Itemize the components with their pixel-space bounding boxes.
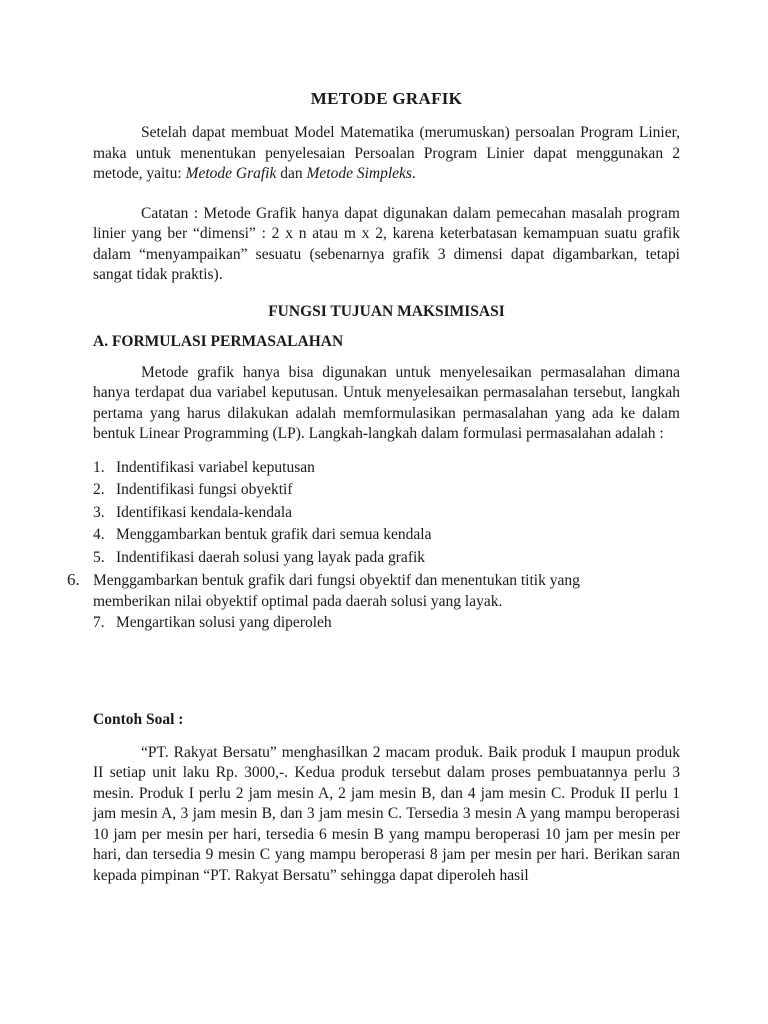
- list-item: [93, 502, 680, 525]
- intro-connector: dan: [276, 165, 307, 182]
- list-item-text: Indentifikasi daerah solusi yang layak pada grafik: [116, 548, 426, 566]
- list-item: [93, 457, 680, 480]
- list-item: [93, 547, 680, 570]
- list-item-number: 4.: [93, 526, 105, 543]
- list-item-continuation: memberikan nilai obyektif optimal pada daerah solusi yang layak.: [93, 593, 503, 610]
- list-item: [93, 479, 680, 502]
- section-a-paragraph: Metode grafik hanya bisa digunakan untuk menyelesaikan permasalahan dimana hanya terdapat dua variabel keputusan. Untuk menyelesaikan permasalahan tersebut, langkah pertama yang harus dilakukan adalah memformulasikan permasalahan yang ada ke dalam bentuk Linear Programming (LP). Langkah-langkah dalam formulasi permasalahan adalah :: [93, 363, 680, 442]
- list-item-number: 5.: [93, 548, 105, 566]
- list-item: [93, 524, 680, 547]
- list-item-number: 6.: [67, 570, 80, 589]
- list-item-text: Menggambarkan bentuk grafik dari fungsi obyektif dan menentukan titik yang: [93, 572, 580, 589]
- intro-paragraph: [93, 123, 680, 185]
- intro-text: Setelah dapat membuat Model Matematika (merumuskan) persoalan Program Linier, maka untuk menentukan penyelesaian Persoalan Program Linier dapat menggunakan 2 metode, yaitu:: [93, 124, 680, 182]
- list-item-number: 7.: [93, 614, 105, 631]
- list-item-text: Identifikasi kendala-kendala: [116, 503, 293, 521]
- list-item-text: Indentifikasi fungsi obyektif: [116, 481, 293, 498]
- section-a-heading: A. FORMULASI PERMASALAHAN: [93, 332, 344, 350]
- steps-list: [67, 457, 680, 635]
- list-item: [93, 612, 680, 635]
- page-title: METODE GRAFIK: [310, 89, 463, 108]
- list-item-text: Menggambarkan bentuk grafik dari semua kendala: [116, 526, 432, 543]
- list-item-number: 2.: [93, 481, 105, 498]
- method-grafik: Metode Grafik: [185, 165, 277, 182]
- method-simpleks: Metode Simpleks: [306, 165, 412, 182]
- list-item-number: 1.: [93, 458, 105, 476]
- list-item-number: 3.: [93, 503, 105, 521]
- subtitle: FUNGSI TUJUAN MAKSIMISASI: [268, 302, 505, 320]
- contoh-soal-paragraph: “PT. Rakyat Bersatu” menghasilkan 2 macam produk. Baik produk I maupun produk II setiap unit laku Rp. 3000,-. Kedua produk tersebut dalam proses pembuatannya perlu 3 mesin. Produk I perlu 2 jam mesin A, 2 jam mesin B, dan 4 jam mesin C. Produk II perlu 1 jam mesin A, 3 jam mesin B, dan 3 jam mesin C. Tersedia 3 mesin A yang mampu beroperasi 10 jam per mesin per hari, tersedia 6 mesin B yang mampu beroperasi 10 jam per mesin per hari, dan tersedia 9 mesin C yang mampu beroperasi 8 jam per mesin per hari. Berikan saran kepada pimpinan “PT. Rakyat Bersatu” sehingga dapat diperoleh hasil: [93, 743, 680, 884]
- list-item: [67, 569, 680, 612]
- intro-end: .: [411, 165, 416, 182]
- list-item-text: Indentifikasi variabel keputusan: [116, 458, 315, 476]
- note-paragraph: Catatan : Metode Grafik hanya dapat digunakan dalam pemecahan masalah program linier yang ber “dimensi” : 2 x n atau m x 2, karena keterbatasan kemampuan suatu grafik dalam “menyampaikan” sesuatu (sebenarnya grafik 3 dimensi dapat digambarkan, tetapi sangat tidak praktis).: [93, 204, 680, 283]
- list-item-text: Mengartikan solusi yang diperoleh: [116, 614, 332, 631]
- contoh-soal-heading: Contoh Soal :: [93, 710, 184, 728]
